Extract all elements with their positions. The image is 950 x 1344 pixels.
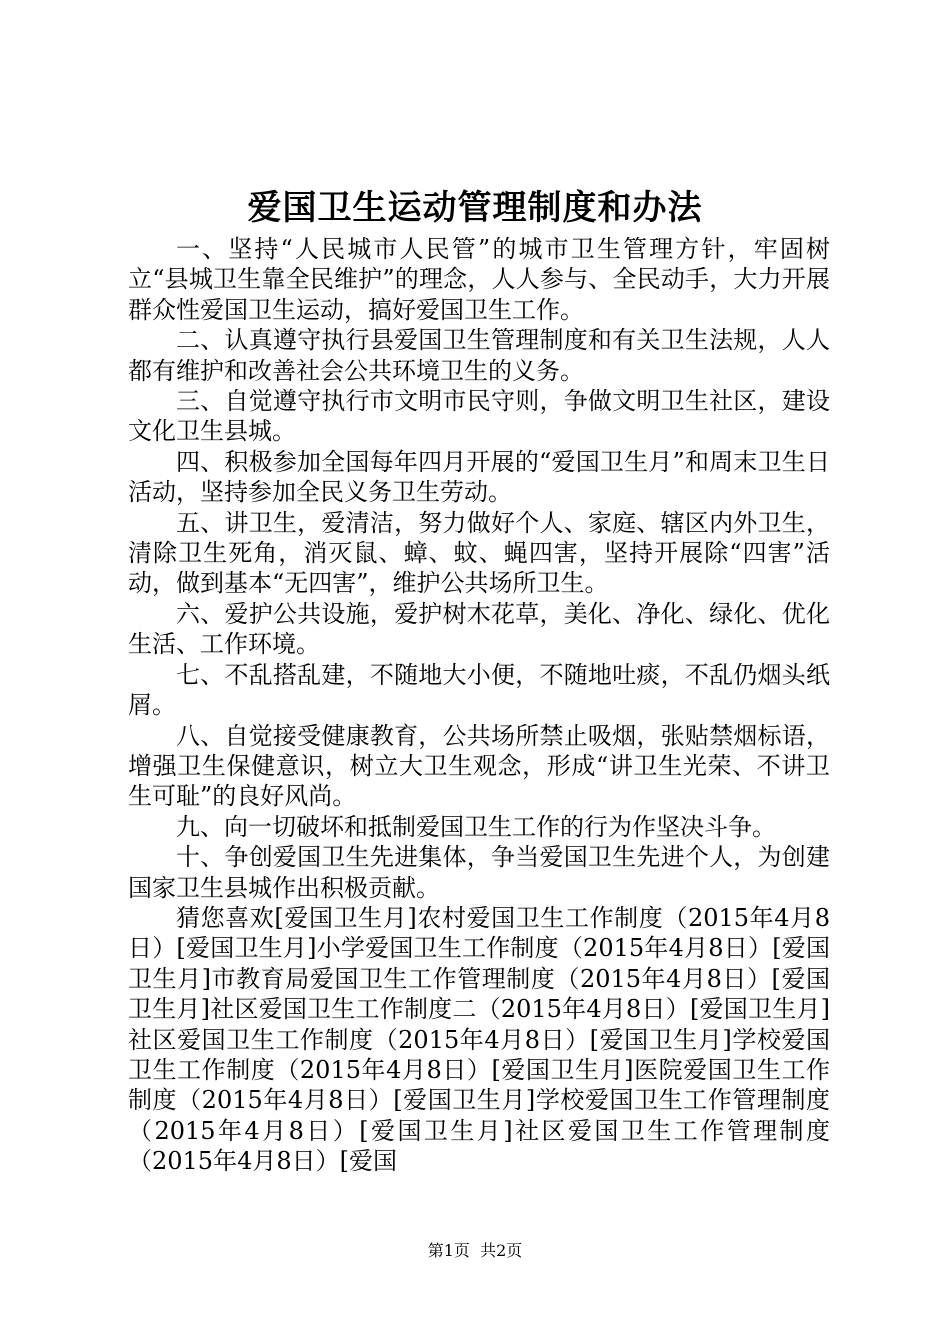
paragraph-7: 七、不乱搭乱建，不随地大小便，不随地吐痰，不乱仍烟头纸屑。 bbox=[128, 660, 830, 720]
document-body bbox=[128, 234, 830, 1177]
paragraph-4: 四、积极参加全国每年四月开展的“爱国卫生月”和周末卫生日活动，坚持参加全民义务卫生劳动。 bbox=[128, 447, 830, 507]
paragraph-5: 五、讲卫生，爱清洁，努力做好个人、家庭、辖区内外卫生，清除卫生死角，消灭鼠、蟑、蚊、蝇四害，坚持开展除“四害”活动，做到基本“无四害”，维护公共场所卫生。 bbox=[128, 508, 830, 598]
page-footer bbox=[0, 1240, 950, 1262]
paragraph-10: 十、争创爱国卫生先进集体，争当爱国卫生先进个人，为创建国家卫生县城作出积极贡献。 bbox=[128, 843, 830, 902]
paragraph-2: 二、认真遵守执行县爱国卫生管理制度和有关卫生法规，人人都有维护和改善社会公共环境卫生的义务。 bbox=[128, 326, 830, 385]
related-links-paragraph: 猜您喜欢[爱国卫生月]农村爱国卫生工作制度（2015年4月8日）[爱国卫生月]小学爱国卫生工作制度（2015年4月8日）[爱国卫生月]市教育局爱国卫生工作管理制度（2015年4月8日）[爱国卫生月]社区爱国卫生工作制度二（2015年4月8日）[爱国卫生月]社区爱国卫生工作制度（2015年4月8日）[爱国卫生月]学校爱国卫生工作制度（2015年4月8日）[爱国卫生月]医院爱国卫生工作制度（2015年4月8日）[爱国卫生月]学校爱国卫生工作管理制度（2015年4月8日）[爱国卫生月]社区爱国卫生工作管理制度（2015年4月8日）[爱国 bbox=[128, 903, 830, 1176]
paragraph-1: 一、坚持“人民城市人民管”的城市卫生管理方针，牢固树立“县城卫生靠全民维护”的理念，人人参与、全民动手，大力开展群众性爱国卫生运动，搞好爱国卫生工作。 bbox=[128, 235, 830, 324]
paragraph-8: 八、自觉接受健康教育，公共场所禁止吸烟，张贴禁烟标语，增强卫生保健意识，树立大卫生观念，形成“讲卫生光荣、不讲卫生可耻”的良好风尚。 bbox=[128, 721, 830, 811]
document-title: 爱国卫生运动管理制度和办法 bbox=[247, 188, 703, 228]
paragraph-6: 六、爱护公共设施，爱护树木花草，美化、净化、绿化、优化生活、工作环境。 bbox=[128, 599, 830, 659]
page-number-total: 共2页 bbox=[480, 1241, 523, 1260]
paragraph-9: 九、向一切破坏和抵制爱国卫生工作的行为作坚决斗争。 bbox=[176, 812, 776, 841]
paragraph-3: 三、自觉遵守执行市文明市民守则，争做文明卫生社区，建设文化卫生县城。 bbox=[128, 387, 830, 446]
page-number-current: 第1页 bbox=[427, 1241, 470, 1260]
footer-separator bbox=[470, 1241, 480, 1260]
